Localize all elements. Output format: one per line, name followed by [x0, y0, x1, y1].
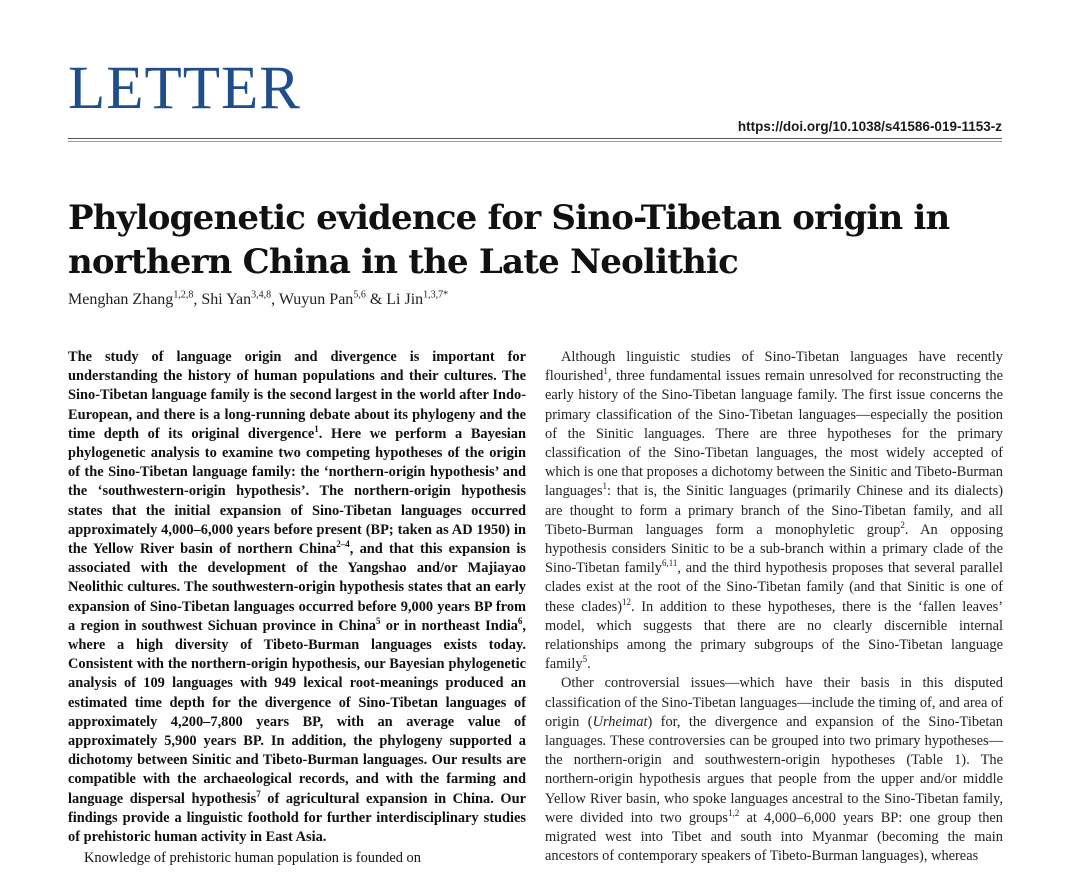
author-name[interactable]: Menghan Zhang — [68, 291, 174, 308]
doi-link[interactable]: https://doi.org/10.1038/s41586-019-1153-z — [737, 119, 1002, 134]
reference-link[interactable]: 6 — [517, 616, 523, 627]
reference-link[interactable]: 6,11 — [661, 558, 678, 569]
reference-link[interactable]: 1 — [314, 424, 319, 435]
abstract-text: , where a high diversity of Tibeto-Burman languages exists today. Consistent with the northern-origin hypothesis, our Bayesian phylogenetic analysis of 109 languages with 949 lexical root-meanings produced an estimated time depth for the divergence of Sino-Tibetan languages of approximately 4,200–7,800 years BP, with an average value of approximately 5,900 years BP. In addition, the phylogeny supported a dichotomy between Sinitic and Tibeto-Burman languages. Our results are compatible with the archaeological records, and with the farming and language dispersal hypothesis — [68, 617, 526, 807]
article-title — [68, 196, 1008, 284]
author-affiliations: 5,6 — [353, 289, 366, 301]
reference-link[interactable]: 12 — [622, 596, 631, 607]
abstract-text: The study of language origin and divergence is important for understanding the history of human populations and their cultures. The Sino-Tibetan language family is the second largest in the world after Indo-European, and there is a long-running debate about its phylogeny and the time depth of its original divergence — [68, 349, 526, 442]
body-text: . An opposing hypothesis considers Sinitic to be a sub-branch within a primary clade of the Sino-Tibetan family — [545, 521, 1004, 577]
reference-link[interactable]: 1 — [603, 366, 608, 377]
abstract-text: or in northeast India — [380, 617, 518, 634]
abstract-text: , and that this expansion is associated with the development of the Yangshao and/or Majiayao Neolithic cultures. The southwestern-origin hypothesis states that an early expansion of Sino-Tibetan languages occurred before 9,000 years BP from a region in southwest Sichuan province in China — [68, 541, 526, 634]
abstract-column — [68, 348, 526, 868]
author-separator: , — [271, 291, 279, 308]
abstract-text: of agricultural expansion in China. Our findings provide a linguistic foothold for further interdisciplinary studies of prehistoric human activity in East Asia. — [68, 790, 526, 846]
author-name[interactable]: Shi Yan — [201, 291, 252, 308]
body-paragraph-2 — [545, 674, 1003, 866]
reference-link[interactable]: 1 — [602, 481, 608, 492]
reference-link[interactable]: 7 — [256, 788, 261, 799]
reference-link[interactable]: 5 — [582, 654, 588, 665]
body-text: . In addition to these hypotheses, there is the ‘fallen leaves’ model, which suggests that there are no clearly discernible internal relationships among the primary subgroups of the Sino-Tibetan language family — [545, 598, 1003, 673]
author-separator: , — [193, 291, 202, 308]
abstract-paragraph — [68, 348, 526, 847]
reference-link[interactable]: 2 — [900, 520, 905, 531]
author-affiliations: 1,3,7* — [423, 289, 449, 301]
body-paragraph-1 — [545, 348, 1003, 674]
reference-link[interactable]: 2–4 — [336, 539, 350, 550]
journal-section-label: LETTER — [68, 55, 301, 122]
author-name[interactable]: Li Jin — [386, 291, 424, 308]
author-affiliations: 3,4,8 — [251, 289, 272, 301]
reference-link[interactable]: 5 — [375, 616, 381, 627]
author-list — [68, 291, 448, 309]
header-rule — [68, 138, 1002, 142]
body-text: Other controversial issues—which have their basis in this disputed classification of the Sino-Tibetan languages—include the timing of, and area of origin ( — [545, 675, 1003, 730]
body-text: , and the third hypothesis proposes that several parallel clades exist at the root of the Sino-Tibetan family (and that Sinitic is one of these clades) — [545, 560, 1004, 615]
title-line-2: northern China in the Late Neolithic — [68, 242, 739, 282]
author-affiliations: 1,2,8 — [173, 289, 194, 301]
body-text: ) for, the divergence and expansion of the Sino-Tibetan languages. These controversies can be grouped into two primary hypotheses—the northern-origin and southwestern-origin hypotheses (Table 1). The northern-origin hypothesis argues that people from the upper and/or middle Yellow River basin, who spoke languages ancestral to the Sino-Tibetan family, were divided into two groups — [545, 713, 1003, 826]
abstract-text: . Here we perform a Bayesian phylogenetic analysis to examine two competing hypotheses of the origin of the Sino-Tibetan language family: the ‘northern-origin hypothesis’ and the ‘southwestern-origin hypothesis’. The northern-origin hypothesis states that the initial expansion of Sino-Tibetan languages occurred approximately 4,000–6,000 years before present (BP; taken as AD 1950) in the Yellow River basin of northern China — [68, 425, 526, 558]
author-name[interactable]: Wuyun Pan — [278, 291, 354, 308]
body-text: . — [587, 656, 591, 673]
body-column — [545, 348, 1003, 866]
body-continuation: Knowledge of prehistoric human population is founded on — [84, 850, 421, 867]
body-text: Although linguistic studies of Sino-Tibetan languages have recently flourished — [545, 349, 1003, 385]
reference-link[interactable]: 1,2 — [728, 808, 740, 819]
title-line-1: Phylogenetic evidence for Sino-Tibetan origin in — [68, 198, 950, 238]
body-emphasis: Urheimat — [592, 713, 648, 730]
body-text: : that is, the Sinitic languages (primarily Chinese and its dialects) are thought to form a primary branch of the Sino-Tibetan family, and all Tibeto-Burman languages form a monophyletic group — [545, 483, 1003, 538]
body-text: , three fundamental issues remain unresolved for reconstructing the early history of the Sino-Tibetan language family. The first issue concerns the primary classification of the Sino-Tibetan languages—especially the position of the Sinitic languages. There are three hypotheses for the primary classification of the Sino-Tibetan languages, the most widely accepted of which is one that proposes a dichotomy between the Sinitic and Tibeto-Burman languages — [545, 368, 1003, 500]
author-separator: & — [365, 291, 387, 308]
body-text: at 4,000–6,000 years BP: one group then migrated west into Tibet and south into Myanmar (becoming the main ancestors of contemporary speakers of Tibeto-Burman languages), whereas — [545, 809, 1003, 865]
